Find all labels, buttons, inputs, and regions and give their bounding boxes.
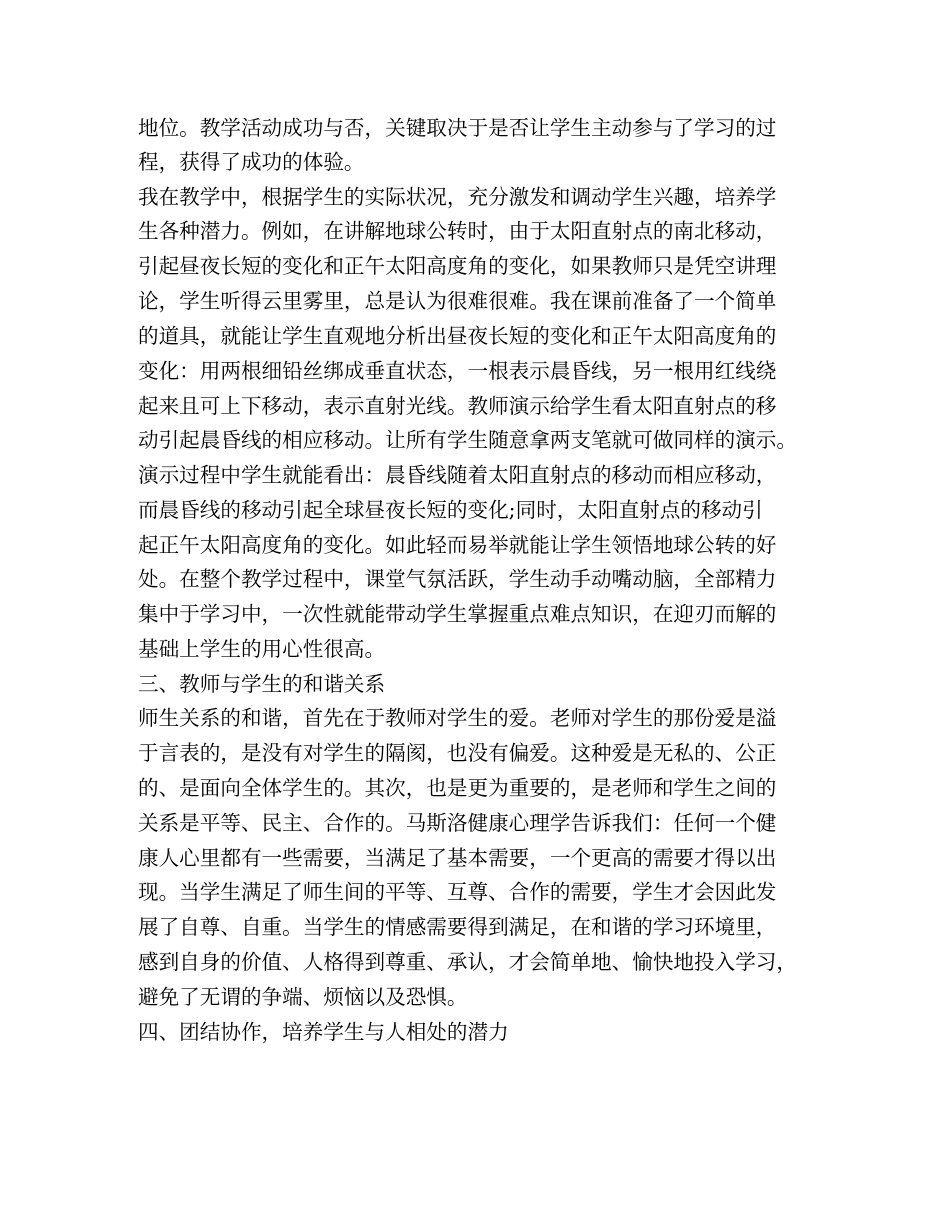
text-line: 起正午太阳高度角的变化。如此轻而易举就能让学生领悟地球公转的好 xyxy=(138,533,777,557)
text-line: 展了自尊、自重。当学生的情感需要得到满足，在和谐的学习环境里， xyxy=(138,915,777,939)
text-line: 关系是平等、民主、合作的。马斯洛健康心理学告诉我们：任何一个健 xyxy=(138,811,777,835)
text-line: 动引起晨昏线的相应移动。让所有学生随意拿两支笔就可做同样的演示。 xyxy=(138,428,797,452)
section-heading: 三、教师与学生的和谐关系 xyxy=(138,672,386,696)
text-line: 基础上学生的用心性很高。 xyxy=(138,637,386,661)
text-line: 师生关系的和谐，首先在于教师对学生的爱。老师对学生的那份爱是溢 xyxy=(138,706,777,730)
text-line: 感到自身的价值、人格得到尊重、承认，才会简单地、愉快地投入学习， xyxy=(138,950,797,974)
text-line: 的道具，就能让学生直观地分析出昼夜长短的变化和正午太阳高度角的 xyxy=(138,324,777,348)
text-line: 而晨昏线的移动引起全球昼夜长短的变化;同时，太阳直射点的移动引 xyxy=(138,498,763,522)
text-line: 变化：用两根细铅丝绑成垂直状态，一根表示晨昏线，另一根用红线绕 xyxy=(138,359,777,383)
text-line: 于言表的，是没有对学生的隔阂，也没有偏爱。这种爱是无私的、公正 xyxy=(138,741,777,765)
text-line: 集中于学习中，一次性就能带动学生掌握重点难点知识，在迎刃而解的 xyxy=(138,602,777,626)
text-line: 避免了无谓的争端、烦恼以及恐惧。 xyxy=(138,985,468,1009)
text-line: 我在教学中，根据学生的实际状况，充分激发和调动学生兴趣，培养学 xyxy=(138,185,777,209)
text-line: 康人心里都有一些需要，当满足了基本需要，一个更高的需要才得以出 xyxy=(138,846,777,870)
text-line: 起来且可上下移动，表示直射光线。教师演示给学生看太阳直射点的移 xyxy=(138,394,777,418)
text-line: 处。在整个教学过程中，课堂气氛活跃，学生动手动嘴动脑，全部精力 xyxy=(138,567,777,591)
text-line: 论，学生听得云里雾里，总是认为很难很难。我在课前准备了一个简单 xyxy=(138,289,777,313)
text-line: 演示过程中学生就能看出：晨昏线随着太阳直射点的移动而相应移动， xyxy=(138,463,777,487)
text-line: 的、是面向全体学生的。其次，也是更为重要的，是老师和学生之间的 xyxy=(138,776,777,800)
section-heading: 四、团结协作，培养学生与人相处的潜力 xyxy=(138,1020,509,1044)
text-line: 程，获得了成功的体验。 xyxy=(138,150,365,174)
text-line: 现。当学生满足了师生间的平等、互尊、合作的需要，学生才会因此发 xyxy=(138,880,777,904)
text-line: 引起昼夜长短的变化和正午太阳高度角的变化，如果教师只是凭空讲理 xyxy=(138,254,777,278)
text-line: 生各种潜力。例如，在讲解地球公转时，由于太阳直射点的南北移动， xyxy=(138,219,777,243)
text-line: 地位。教学活动成功与否，关键取决于是否让学生主动参与了学习的过 xyxy=(138,116,777,140)
